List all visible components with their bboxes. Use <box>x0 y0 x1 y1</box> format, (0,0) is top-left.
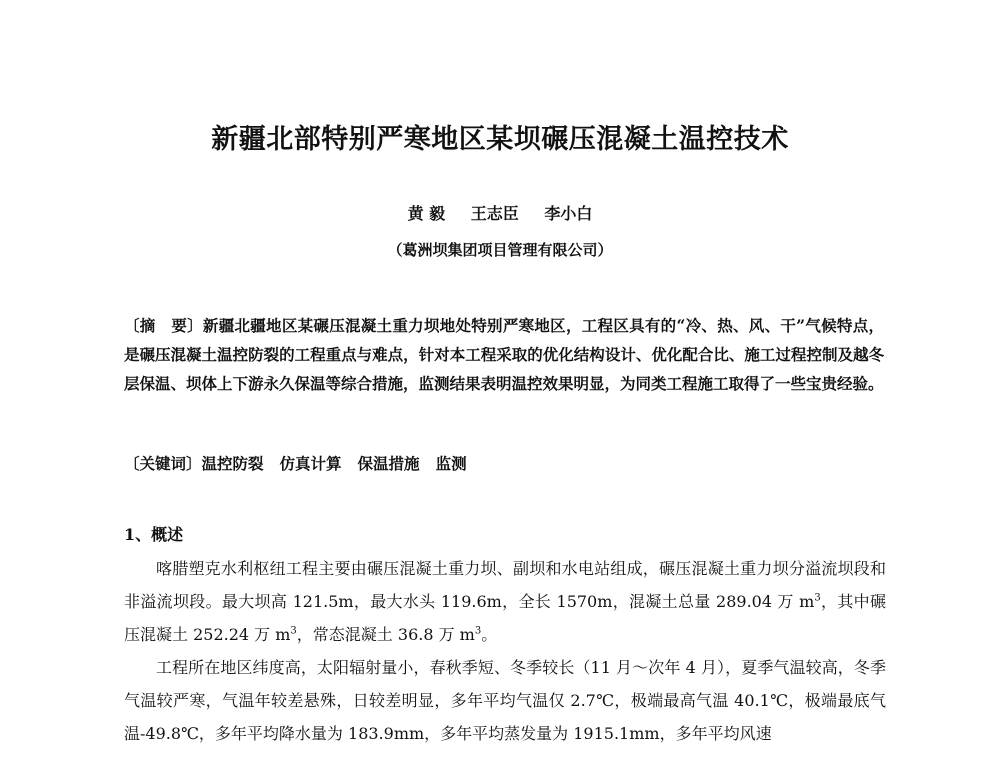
superscript: 3 <box>814 592 821 604</box>
paragraph-text: ，常态混凝土 36.8 万 m <box>296 625 475 644</box>
superscript: 3 <box>474 625 482 637</box>
author-name: 王志臣 <box>470 204 519 223</box>
author-name: 李小白 <box>544 204 593 223</box>
abstract-text: 新疆北疆地区某碾压混凝土重力坝地处特别严寒地区，工程区具有的“冷、热、风、干”气候特点，是碾压混凝土温控防裂的工程重点与难点，针对本工程采取的优化结构设计、优化配合比、施工过程控制及越冬层保温、坝体上下游永久保温等综合措施，监测结果表明温控效果明显，为同类工程施工取得了一些宝贵经验。 <box>124 316 884 393</box>
section-heading: 1、概述 <box>124 525 184 544</box>
section-body <box>124 552 886 750</box>
abstract-label: 〔摘 要〕 <box>124 316 203 335</box>
keyword: 温控防裂 <box>201 454 264 473</box>
keyword: 仿真计算 <box>279 454 342 473</box>
abstract <box>124 311 884 398</box>
paragraph-text: ，其中碾压混凝土 252.24 万 m <box>124 592 886 644</box>
paper-title: 新疆北部特别严寒地区某坝碾压混凝土温控技术 <box>211 124 789 155</box>
keywords <box>124 451 884 477</box>
paragraph: 工程所在地区纬度高，太阳辐射量小，春秋季短、冬季较长（11 月～次年 4 月），夏季气温较高，冬季气温较严寒，气温年较差悬殊，日较差明显，多年平均气温仅 2.7℃，极端最高气温 40.1℃，极端最底气温-49.8℃，多年平均降水量为 183.9mm，多年平均蒸发量为 1915.1mm，多年平均风速 <box>124 658 886 743</box>
keyword: 监测 <box>435 454 467 473</box>
paragraph-text: 喀腊塑克水利枢纽工程主要由碾压混凝土重力坝、副坝和水电站组成，碾压混凝土重力坝分溢流坝段和非溢流坝段。最大坝高 121.5m，最大水头 119.6m，全长 1570m，混凝土总量 289.04 万 m <box>124 559 886 611</box>
author-name: 黄 毅 <box>407 204 446 223</box>
keywords-label: 〔关键词〕 <box>124 454 202 473</box>
paragraph-text: 。 <box>481 625 498 644</box>
keyword: 保温措施 <box>357 454 420 473</box>
superscript: 3 <box>290 625 297 637</box>
author-list <box>0 202 1000 226</box>
affiliation: （葛洲坝集团项目管理有限公司） <box>387 241 613 259</box>
paragraph <box>124 552 886 651</box>
